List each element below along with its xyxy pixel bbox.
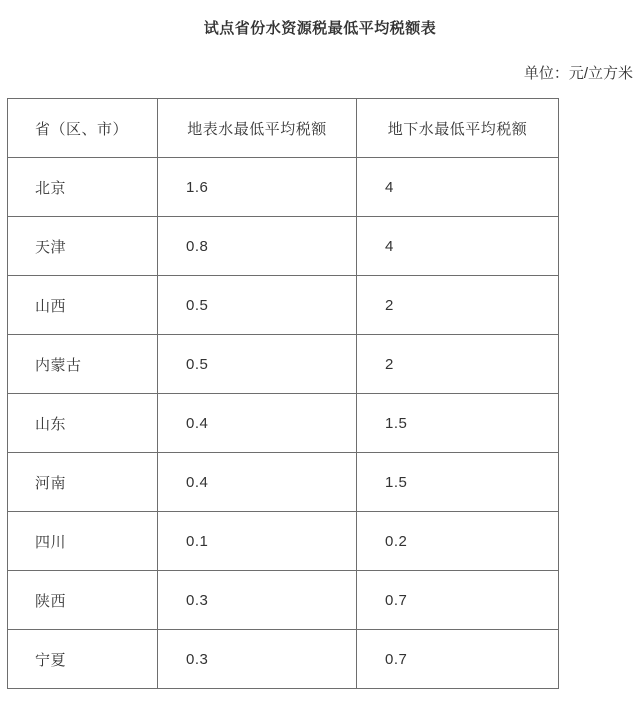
cell-groundwater: 2 (357, 335, 559, 394)
column-header-groundwater: 地下水最低平均税额 (357, 99, 559, 158)
table-row (8, 630, 559, 689)
cell-province: 陕西 (8, 571, 158, 630)
table-row (8, 453, 559, 512)
cell-province: 宁夏 (8, 630, 158, 689)
table-row (8, 276, 559, 335)
cell-groundwater: 4 (357, 217, 559, 276)
cell-surface-water: 0.5 (158, 276, 357, 335)
cell-surface-water: 0.5 (158, 335, 357, 394)
cell-province: 四川 (8, 512, 158, 571)
cell-groundwater: 1.5 (357, 453, 559, 512)
cell-province: 北京 (8, 158, 158, 217)
cell-groundwater: 2 (357, 276, 559, 335)
table-row (8, 571, 559, 630)
unit-label: 单位：元/立方米 (523, 65, 633, 82)
cell-province: 山西 (8, 276, 158, 335)
cell-surface-water: 0.3 (158, 630, 357, 689)
cell-province: 天津 (8, 217, 158, 276)
table-body (8, 158, 559, 689)
cell-province: 山东 (8, 394, 158, 453)
cell-groundwater: 0.7 (357, 630, 559, 689)
cell-surface-water: 0.4 (158, 394, 357, 453)
cell-groundwater: 0.2 (357, 512, 559, 571)
table-row (8, 335, 559, 394)
table-row (8, 394, 559, 453)
cell-groundwater: 0.7 (357, 571, 559, 630)
cell-surface-water: 0.8 (158, 217, 357, 276)
water-tax-table (7, 98, 559, 689)
cell-groundwater: 1.5 (357, 394, 559, 453)
table-header-row (8, 99, 559, 158)
cell-groundwater: 4 (357, 158, 559, 217)
column-header-surface-water: 地表水最低平均税额 (158, 99, 357, 158)
cell-surface-water: 1.6 (158, 158, 357, 217)
table-row (8, 512, 559, 571)
cell-surface-water: 0.3 (158, 571, 357, 630)
table-row (8, 158, 559, 217)
table-row (8, 217, 559, 276)
cell-surface-water: 0.4 (158, 453, 357, 512)
page-title: 试点省份水资源税最低平均税额表 (203, 20, 437, 37)
cell-province: 内蒙古 (8, 335, 158, 394)
cell-province: 河南 (8, 453, 158, 512)
cell-surface-water: 0.1 (158, 512, 357, 571)
column-header-province: 省（区、市） (8, 99, 158, 158)
